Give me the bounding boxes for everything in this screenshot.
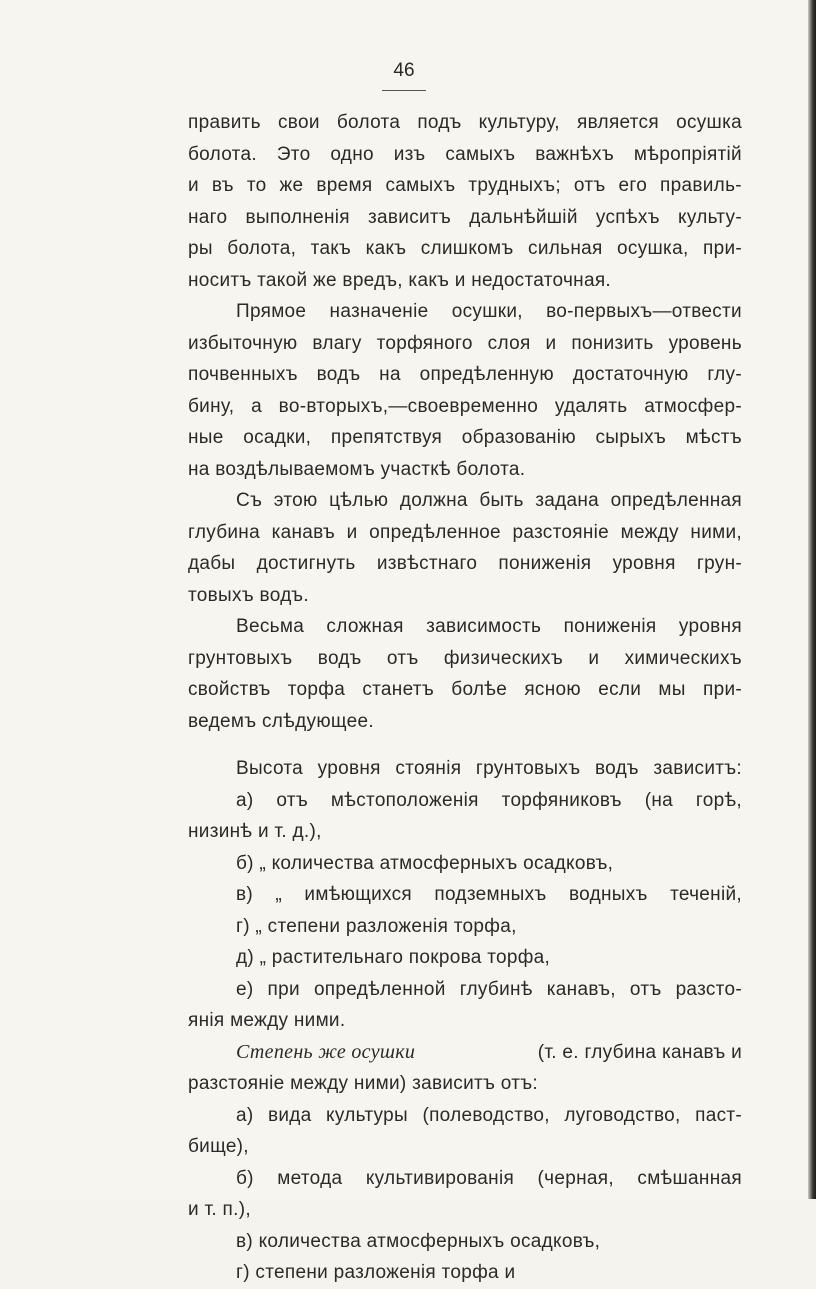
text-line [188, 611, 742, 643]
text-line [188, 422, 742, 454]
word: бину, [188, 395, 235, 417]
text-line [188, 328, 742, 360]
word: культу- [678, 206, 742, 228]
word: и [346, 521, 358, 543]
word: изъ [393, 143, 426, 165]
word: то [246, 175, 267, 196]
word: сырыхъ [595, 427, 667, 448]
text-line [188, 974, 742, 1006]
word: между [620, 521, 679, 543]
word: самыхъ [445, 143, 516, 165]
word: важнѣхъ [535, 143, 615, 165]
text-line [188, 485, 742, 517]
word: зависитъ: [653, 758, 742, 779]
word: а) [236, 789, 254, 811]
word: достаточную [572, 364, 689, 385]
word: уровня [612, 553, 676, 574]
italic-term: Степень же осушки [236, 1040, 416, 1063]
word: опредѣленная [610, 490, 742, 511]
page-number-rule [382, 90, 426, 91]
word: мѣстоположенія [330, 789, 479, 811]
text-line [188, 359, 742, 391]
word: грунтовыхъ [475, 758, 581, 779]
paragraph-gap [188, 737, 742, 753]
word: атмосфер- [644, 395, 742, 417]
word: болота. [188, 143, 257, 165]
word: при- [703, 679, 742, 700]
word: успѣхъ [595, 206, 660, 228]
word: станетъ [362, 679, 435, 700]
word: метода [277, 1167, 343, 1189]
word: зависимость [426, 616, 542, 637]
word: при [267, 978, 300, 1000]
word: горѣ, [695, 789, 742, 811]
word: при- [702, 238, 742, 259]
word: назначеніе [329, 301, 429, 322]
text-line: в) количества атмосферныхъ осадковъ, [236, 1230, 601, 1252]
word: водъ [594, 758, 639, 779]
word: (полеводство, [422, 1104, 550, 1126]
word: луговодство, [564, 1104, 681, 1126]
word: Это [276, 143, 311, 165]
body-text [188, 107, 742, 1289]
word: ясною [524, 679, 581, 700]
word: болѣе [451, 679, 508, 700]
word: грунтовыхъ [188, 647, 293, 669]
word: канавъ [271, 521, 336, 543]
word: мѣропріятій [633, 143, 742, 165]
word: в) [236, 884, 254, 905]
text-line [188, 296, 742, 328]
text-line: разстояніе между ними) зависитъ отъ: [188, 1073, 538, 1094]
text-line [188, 391, 742, 423]
text-line [188, 202, 742, 234]
text-line: г) „ степени разложенія торфа, [236, 915, 517, 937]
word: культуру, [478, 112, 560, 133]
word: опредѣленное [369, 521, 501, 543]
word: осадки, [243, 427, 312, 448]
text-line: г) степени разложенія торфа и [236, 1262, 516, 1283]
text-line: носитъ такой же вредъ, какъ и недостаточная. [188, 269, 611, 291]
word: глу- [707, 364, 742, 385]
word: теченій, [670, 884, 742, 905]
text-line [188, 170, 742, 202]
text-line [188, 879, 742, 911]
word: „ [275, 884, 283, 905]
word: глубина [188, 521, 260, 543]
word: а [251, 395, 262, 417]
text-line [188, 1100, 742, 1132]
text-line [188, 517, 742, 549]
word: дальнѣйшій [469, 206, 578, 228]
text-line: и т. п.), [188, 1199, 251, 1220]
word: торфа [287, 679, 346, 700]
word: паст- [695, 1104, 742, 1126]
word: этою [273, 490, 318, 511]
text-line [188, 785, 742, 817]
word: во-вторыхъ,—своевременно [278, 395, 539, 417]
word: трудныхъ; [468, 175, 561, 196]
text-line [188, 548, 742, 580]
word: понизить [571, 332, 654, 354]
word: осушка, [617, 238, 689, 259]
word: подъ [417, 112, 462, 133]
word: выполненія [245, 206, 350, 228]
word: грун- [696, 553, 742, 574]
book-spine-shadow [808, 0, 816, 1199]
text-line: бище), [188, 1136, 249, 1157]
word: а) [236, 1104, 254, 1126]
word: пониженія [498, 553, 592, 574]
word: является [577, 112, 659, 133]
word: водъ [317, 647, 362, 669]
word: самыхъ [385, 175, 456, 196]
text-line: товыхъ водъ. [188, 584, 309, 606]
text-line: низинѣ и т. д.), [188, 821, 322, 842]
word: во-первыхъ—отвести [546, 301, 742, 322]
word: на [379, 364, 401, 385]
word: уровень [668, 332, 742, 354]
word: такъ [310, 238, 352, 259]
text-line [188, 643, 742, 675]
word: его [618, 175, 648, 196]
word: зависитъ [368, 206, 452, 228]
word: мы [658, 679, 686, 700]
word: водъ [316, 364, 361, 385]
word: разстояніе [512, 521, 609, 543]
word: свойствъ [188, 679, 271, 700]
word: слоя [487, 332, 531, 354]
word: Весьма [236, 616, 305, 637]
word: пониженія [563, 616, 657, 637]
text-line [188, 107, 742, 139]
word: задана [535, 490, 600, 511]
text-line [188, 753, 742, 785]
word: удалять [554, 395, 628, 417]
word: стоянія [395, 758, 462, 779]
word: сложная [326, 616, 404, 637]
word: свои [277, 112, 320, 133]
word: осушки, [451, 301, 523, 322]
word: избыточную [188, 332, 298, 354]
word: Съ [236, 490, 263, 511]
text-line: д) „ растительнаго покрова торфа, [236, 947, 551, 968]
word: е) [236, 978, 254, 1000]
text-line [188, 1163, 742, 1195]
word: химическихъ [624, 647, 742, 669]
text-line [188, 1037, 742, 1069]
word: имѣющихся [304, 884, 413, 905]
text-line [188, 139, 742, 171]
word: (черная, [537, 1167, 614, 1189]
word: быть [479, 490, 524, 511]
word: какъ [365, 238, 407, 259]
word: уровня [317, 758, 381, 779]
word: водныхъ [568, 884, 648, 905]
word: править [188, 112, 261, 133]
word: и [188, 175, 199, 196]
text-line: янія между ними. [188, 1010, 346, 1031]
word: образованію [461, 427, 576, 448]
word: влагу [312, 332, 362, 354]
word: (на [644, 789, 674, 811]
text-line: на воздѣлываемомъ участкѣ болота. [188, 458, 526, 480]
word: наго [188, 206, 228, 228]
text-line [188, 674, 742, 706]
word: вида [267, 1104, 312, 1126]
word: подземныхъ [434, 884, 547, 905]
word: слишкомъ [420, 238, 514, 259]
word: цѣлью [329, 490, 389, 511]
word: ними, [690, 521, 742, 543]
word: ные [188, 427, 224, 448]
word: же [279, 175, 304, 196]
word: торфяниковъ [501, 789, 622, 811]
word: болота [336, 112, 401, 133]
text-line: б) „ количества атмосферныхъ осадковъ, [236, 852, 614, 874]
word: и [588, 647, 600, 669]
word: дабы [188, 553, 236, 574]
word: время [316, 175, 373, 196]
text-line: ведемъ слѣдующее. [188, 710, 374, 732]
word: торфяного [376, 332, 473, 354]
word: Высота [236, 758, 304, 779]
word: Прямое [236, 301, 307, 322]
word: сильная [528, 238, 603, 259]
word: болота, [227, 238, 297, 259]
word: препятствуя [330, 427, 443, 448]
word: отъ [629, 978, 662, 1000]
word: достигнуть [256, 553, 356, 574]
word: извѣстнаго [376, 553, 478, 574]
word: осушка [676, 112, 742, 133]
page-number: 46 [393, 60, 415, 81]
word: если [598, 679, 642, 700]
word: должна [399, 490, 468, 511]
word: физическихъ [443, 647, 564, 669]
word: почвенныхъ [188, 364, 298, 385]
word: канавъ, [546, 978, 616, 1000]
word: отъ [386, 647, 419, 669]
word: въ [211, 175, 234, 196]
word: б) [236, 1167, 254, 1189]
word: культивированія [365, 1167, 515, 1189]
text-segment: (т. е. глубина канавъ и [537, 1041, 742, 1063]
text-line [188, 233, 742, 265]
word: уровня [678, 616, 742, 637]
word: культуры [326, 1104, 408, 1126]
word: отъ [276, 789, 309, 811]
word: отъ [573, 175, 606, 196]
word: ры [188, 238, 213, 259]
word: опредѣленной [313, 978, 446, 1000]
word: мѣстъ [685, 427, 742, 448]
word: одно [330, 143, 374, 165]
word: глубинѣ [459, 978, 533, 1000]
word: разсто- [675, 978, 742, 1000]
word: и [545, 332, 557, 354]
word: опредѣленную [419, 364, 554, 385]
word: смѣшанная [637, 1167, 742, 1189]
word: правиль- [660, 175, 742, 196]
